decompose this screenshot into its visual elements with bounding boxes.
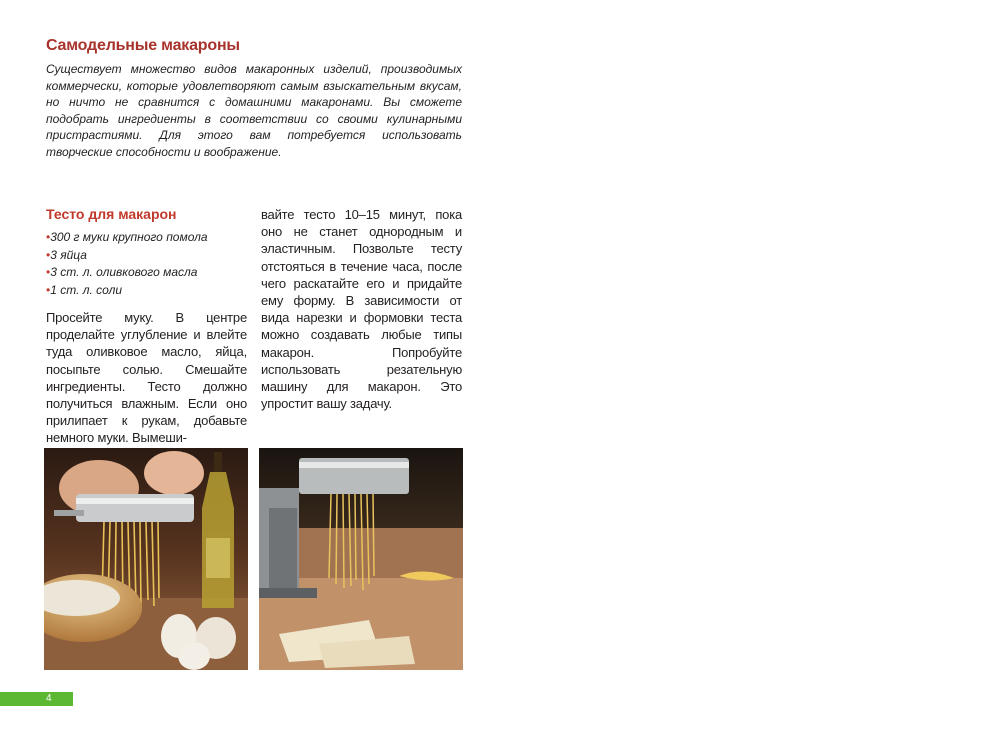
pasta-machine-photo bbox=[259, 448, 463, 670]
ingredient-list bbox=[46, 229, 208, 299]
intro-paragraph: Существует множество видов макаронных изделий, производимых коммерчески, которые удовлетворяют самым взыскательным вкусам, но ничто не сравнится с домашними макаронами. Вы сможете подобрать ингредиенты в соответствии со своими кулинарными пристрастиями. Для этого вам потребуется использовать творческие способности и воображение. bbox=[46, 62, 462, 159]
page-number-badge bbox=[0, 692, 73, 706]
page-number: 4 bbox=[46, 693, 52, 704]
ingredient-item: • 1 ст. л. соли bbox=[46, 282, 208, 300]
ingredient-item: • 3 яйца bbox=[46, 247, 208, 265]
ingredient-item: • 3 ст. л. оливкового масла bbox=[46, 264, 208, 282]
pasta-making-photo bbox=[44, 448, 248, 670]
page-title: Самодельные макароны bbox=[46, 37, 240, 54]
ingredient-item: • 300 г муки крупного помола bbox=[46, 229, 208, 247]
recipe-text-column-1: Просейте муку. В центре проделайте углубление и влейте туда оливковое масло, яйца, посыпьте солью. Смешайте ингредиенты. Тесто должно получиться влажным. Если оно прилипает к рукам, добавьте немного муки. Вымеши- bbox=[46, 310, 247, 446]
recipe-text-column-2: вайте тесто 10–15 минут, пока оно не станет однородным и эластичным. Позвольте тесту отстояться в течение часа, после чего раскатайте его и придайте ему форму. В зависимости от вида нарезки и формовки теста можно создавать любые типы макарон. Попробуйте использовать резательную машину для макарон. Это упростит вашу задачу. bbox=[261, 207, 462, 412]
recipe-title: Тесто для макарон bbox=[46, 206, 177, 222]
